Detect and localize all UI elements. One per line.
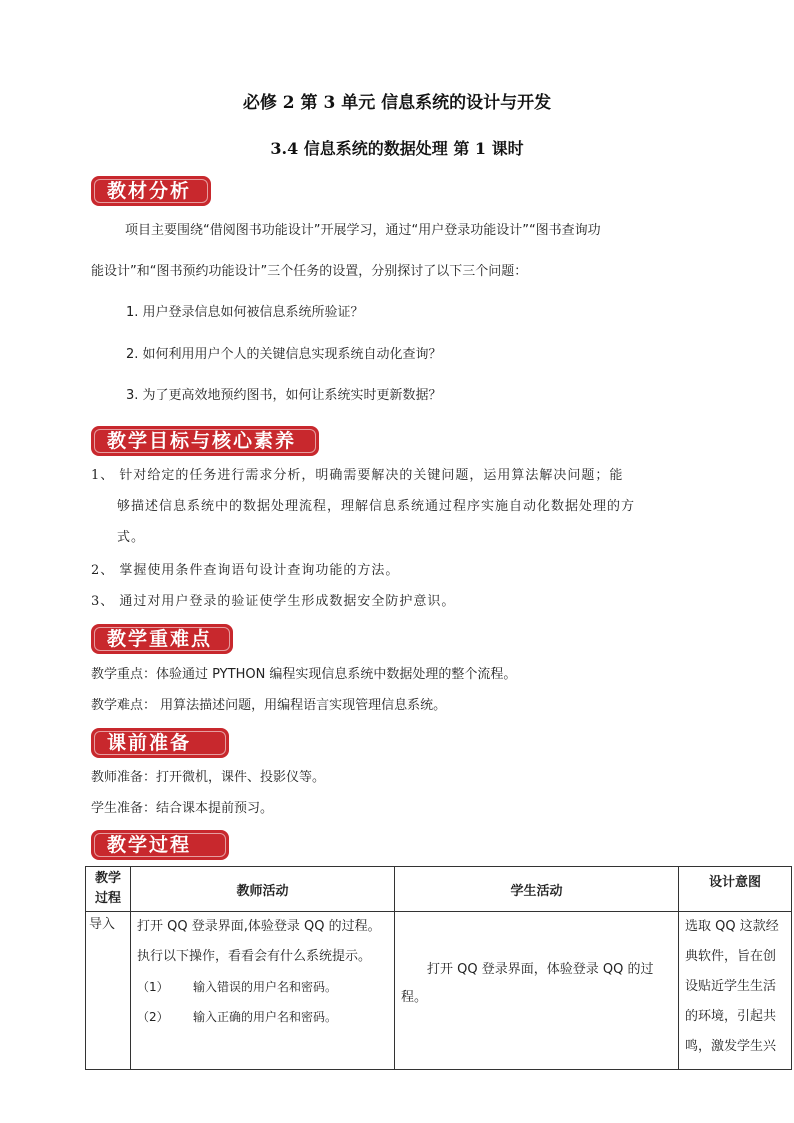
- page-subtitle: 3.4 信息系统的数据处理 第 1 课时: [270, 139, 524, 158]
- header-stage-line1: 教学: [94, 871, 121, 886]
- header-student-activity: 学生活动: [395, 867, 679, 912]
- section-badge-keypoints: 教学重难点: [91, 624, 233, 654]
- intent-line: 选取 QQ 这款经: [685, 919, 779, 934]
- header-design-intent: 设计意图: [679, 867, 792, 912]
- analysis-item-1: 1. 用户登录信息如何被信息系统所验证？: [126, 305, 364, 320]
- teacher-step2: [137, 1002, 388, 1032]
- analysis-item-3: 3. 为了更高效地预约图书，如何让系统实时更新数据？: [126, 388, 442, 403]
- goal-1-line2: 够描述信息系统中的数据处理流程，理解信息系统通过程序实施自动化数据处理的方: [117, 499, 636, 514]
- analysis-para-line1: 项目主要围绕“借阅图书功能设计”开展学习，通过“用户登录功能设计”“图书查询功: [125, 223, 601, 238]
- student-prep: 学生准备：结合课本提前预习。: [91, 801, 274, 816]
- teacher-step2-text: 输入正确的用户名和密码。: [193, 1010, 338, 1024]
- difficult-point: 教学难点： 用算法描述问题，用编程语言实现管理信息系统。: [91, 698, 447, 713]
- teacher-line2: 执行以下操作，看看会有什么系统提示。: [137, 949, 372, 964]
- student-line1: 打开 QQ 登录界面，体验登录 QQ 的过: [427, 962, 654, 977]
- row-stage: [86, 912, 131, 1070]
- row-teacher-activity: [131, 912, 395, 1070]
- student-line2: 程。: [401, 990, 428, 1005]
- header-stage: [86, 867, 131, 912]
- header-teacher-activity: 教师活动: [131, 867, 395, 912]
- section-badge-analysis: 教材分析: [91, 176, 211, 206]
- analysis-item-2: 2. 如何利用用户个人的关键信息实现系统自动化查询？: [126, 347, 442, 362]
- intent-line: 的环境，引起共: [685, 1009, 777, 1024]
- process-table: [85, 866, 792, 1070]
- goal-1-line3: 式。: [117, 530, 146, 545]
- goal-2: 2、 掌握使用条件查询语句设计查询功能的方法。: [91, 563, 400, 578]
- teacher-line1: 打开 QQ 登录界面,体验登录 QQ 的过程。: [137, 919, 381, 934]
- intent-line: 鸣，激发学生兴: [685, 1039, 777, 1054]
- teacher-step1: [137, 972, 388, 1002]
- row-student-activity: [395, 912, 679, 1070]
- teacher-step1-text: 输入错误的用户名和密码。: [193, 980, 338, 994]
- intent-line: 设贴近学生生活: [685, 979, 777, 994]
- teacher-step1-num: （1）: [137, 980, 169, 994]
- section-badge-goals: 教学目标与核心素养: [91, 426, 319, 456]
- goal-3: 3、 通过对用户登录的验证使学生形成数据安全防护意识。: [91, 594, 456, 609]
- section-badge-process: 教学过程: [91, 830, 229, 860]
- row-design-intent: [679, 912, 792, 1070]
- goal-1-line1: 1、 针对给定的任务进行需求分析，明确需要解决的关键问题，运用算法解决问题；能: [91, 468, 624, 483]
- teacher-step2-num: （2）: [137, 1010, 169, 1024]
- table-row: [86, 912, 792, 1070]
- analysis-para-line2: 能设计”和“图书预约功能设计”三个任务的设置，分别探讨了以下三个问题：: [91, 264, 528, 279]
- page-title: 必修 2 第 3 单元 信息系统的设计与开发: [242, 93, 552, 113]
- teacher-prep: 教师准备：打开微机，课件、投影仪等。: [91, 770, 326, 785]
- section-badge-prep: 课前准备: [91, 728, 229, 758]
- row-stage-text: 导入: [89, 917, 116, 932]
- key-point: 教学重点：体验通过 PYTHON 编程实现信息系统中数据处理的整个流程。: [91, 667, 517, 682]
- intent-line: 典软件，旨在创: [685, 949, 777, 964]
- header-stage-line2: 过程: [94, 891, 121, 906]
- table-header-row: [86, 867, 792, 912]
